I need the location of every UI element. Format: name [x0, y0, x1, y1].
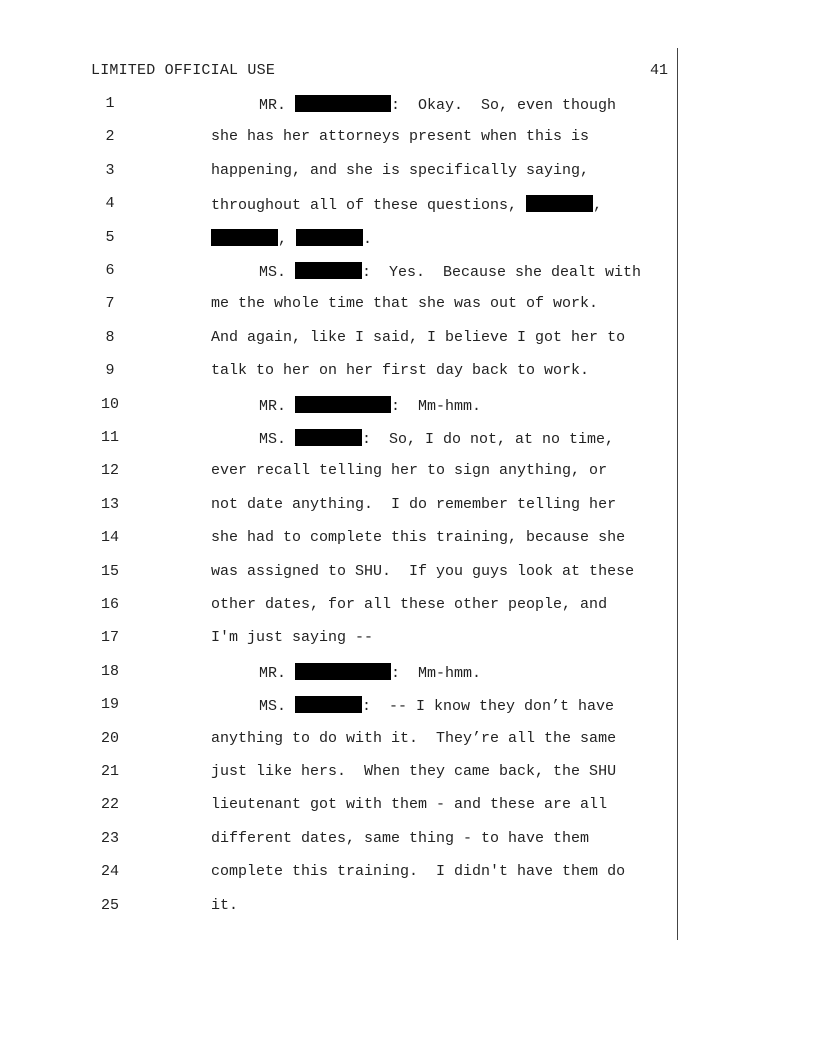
transcript-line	[211, 195, 602, 214]
transcript-line	[259, 396, 481, 415]
line-number: 6	[105, 262, 115, 279]
redaction-box	[526, 195, 593, 212]
line-text: lieutenant got with them - and these are all	[211, 796, 608, 814]
line-text: she had to complete this training, because she	[211, 529, 626, 547]
line-text: ever recall telling her to sign anything, or	[211, 462, 608, 480]
line-text: MR.	[259, 397, 296, 415]
line-text: MR.	[259, 97, 296, 114]
transcript-line	[211, 496, 616, 513]
line-text: was assigned to SHU. If you guys look at these	[211, 562, 635, 580]
line-number: 15	[100, 562, 119, 580]
line-number: 4	[105, 195, 115, 213]
line-number: 5	[105, 228, 115, 246]
line-text: happening, and she is specifically saying,	[211, 161, 590, 179]
redaction-box	[295, 396, 391, 413]
transcript-line	[259, 696, 614, 715]
line-number: 3	[105, 161, 115, 179]
line-text: : So, I do not, at no time,	[362, 431, 615, 448]
line-text: other dates, for all these other people, and	[211, 596, 608, 613]
line-number: 17	[100, 629, 119, 647]
line-text: : Okay. So, even though	[391, 97, 617, 114]
line-number: 16	[100, 596, 119, 613]
line-text: .	[363, 230, 373, 248]
line-number: 8	[105, 328, 115, 346]
line-number: 18	[100, 662, 119, 680]
transcript-line	[211, 596, 607, 613]
line-text: me the whole time that she was out of work.	[211, 295, 599, 313]
redaction-box	[295, 429, 362, 446]
redaction-box	[296, 229, 363, 246]
line-text: And again, like I said, I believe I got her to	[211, 328, 626, 346]
transcript-line	[211, 796, 607, 813]
line-text: not date anything. I do remember telling her	[211, 495, 617, 513]
line-number: 12	[100, 462, 119, 480]
line-text: ,	[278, 230, 297, 248]
line-text: different dates, same thing - to have them	[211, 829, 590, 847]
line-number: 19	[100, 696, 119, 714]
transcript-line	[211, 128, 589, 145]
transcript-line	[211, 462, 607, 479]
line-number: 7	[105, 295, 115, 313]
redaction-box	[211, 229, 278, 246]
line-text: MS.	[259, 698, 296, 716]
right-margin-rule	[677, 48, 678, 940]
transcript-line	[259, 429, 614, 448]
transcript-line	[211, 529, 625, 546]
redaction-box	[295, 696, 362, 713]
line-number: 1	[105, 95, 115, 112]
line-number: 20	[100, 729, 119, 747]
line-text: : Mm-hmm.	[391, 397, 482, 415]
line-number: 21	[100, 763, 119, 780]
transcript-line	[259, 262, 641, 281]
transcript-line	[259, 663, 481, 682]
header-marking: LIMITED OFFICIAL USE	[91, 62, 276, 79]
transcript-line	[211, 863, 625, 880]
line-number: 25	[100, 896, 119, 914]
line-number: 23	[100, 829, 119, 847]
transcript-line	[211, 763, 616, 780]
line-number: 11	[100, 429, 119, 446]
line-number: 9	[105, 362, 115, 380]
transcript-line	[211, 563, 634, 580]
transcript-line	[211, 629, 373, 646]
line-number: 10	[100, 395, 119, 413]
transcript-line	[211, 162, 589, 179]
line-text: MS.	[259, 264, 296, 281]
transcript-line	[211, 295, 598, 312]
line-text: she has her attorneys present when this is	[211, 128, 590, 146]
transcript-line	[211, 897, 238, 914]
line-text: : Mm-hmm.	[391, 664, 482, 682]
line-text: MS.	[259, 431, 296, 448]
line-text: talk to her on her first day back to work.	[211, 362, 590, 380]
redaction-box	[295, 663, 391, 680]
transcript-line	[211, 730, 616, 747]
line-number: 14	[100, 529, 119, 547]
page-number: 41	[649, 62, 668, 79]
transcript-line	[211, 830, 589, 847]
line-text: complete this training. I didn't have them do	[211, 863, 626, 881]
line-text: anything to do with it. They’re all the same	[211, 729, 617, 747]
line-text: : -- I know they don’t have	[362, 698, 615, 716]
line-number: 24	[100, 863, 119, 881]
redaction-box	[295, 262, 362, 279]
line-text: ,	[593, 197, 603, 215]
line-number: 2	[105, 128, 115, 146]
line-text: just like hers. When they came back, the SHU	[211, 763, 617, 780]
line-text: I'm just saying --	[211, 629, 374, 647]
line-number: 22	[100, 796, 119, 814]
redaction-box	[295, 95, 391, 112]
transcript-line	[211, 362, 589, 379]
line-text: MR.	[259, 664, 296, 682]
transcript-line	[211, 329, 625, 346]
transcript-line	[211, 229, 372, 248]
line-number: 13	[100, 495, 119, 513]
line-text: : Yes. Because she dealt with	[362, 264, 642, 281]
line-text: throughout all of these questions,	[211, 197, 527, 215]
transcript-line	[259, 95, 616, 114]
line-text: it.	[211, 896, 239, 914]
